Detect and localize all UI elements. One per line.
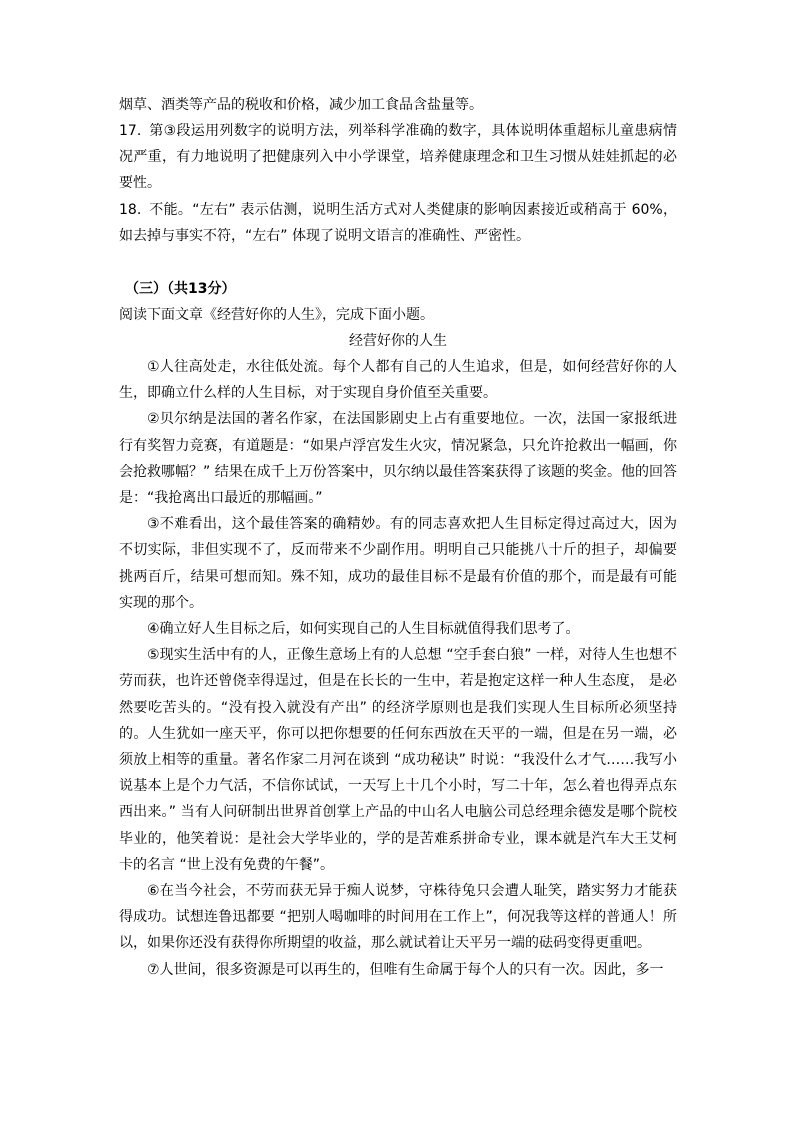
section-heading: （三）（共13分）	[125, 281, 236, 298]
article-paragraph-4: ④确立好人生目标之后，如何实现自己的人生目标就值得我们思考了。	[147, 621, 580, 638]
article-paragraph-2: ②贝尔纳是法国的著名作家，在法国影剧史上占有重要地位。一次，法国一家报纸进行有奖智力竞赛，有道题是：“如果卢浮宫发生火灾，情况紧急，只允许抢救出一幅画，你会抢救哪幅？” 结果在成千上万份答案中，贝尔纳以最佳答案获得了该题的奖金。他的回答是：“我抢离出口最近的那幅画。”	[119, 411, 677, 507]
answer-17-text: 第③段运用列数字的说明方法，列举科学准确的数字，具体说明体重超标儿童患病情况严重，有力地说明了把健康列入中小学课堂，培养健康理念和卫生习惯从娃娃抓起的必要性。	[119, 123, 677, 192]
answer-18-number: 18.	[119, 201, 142, 218]
answer-17	[119, 118, 677, 197]
answer-16-tail: 烟草、酒类等产品的税收和价格，减少加工食品含盐量等。	[119, 97, 483, 113]
answer-18	[119, 197, 677, 249]
article-paragraph-3: ③不难看出，这个最佳答案的确精妙。有的同志喜欢把人生目标定得过高过大，因为不切实际，非但实现不了，反而带来不少副作用。明明自己只能挑八十斤的担子，却偏要挑两百斤，结果可想而知。殊不知，成功的最佳目标不是最有价值的那个，而是最有可能实现的那个。	[119, 516, 677, 611]
answer-17-number: 17.	[119, 123, 142, 139]
article-paragraph-1: ①人往高处走，水往低处流。每个人都有自己的人生追求，但是，如何经营好你的人生，即确立什么样的人生目标，对于实现自身价值至关重要。	[119, 359, 677, 402]
article-title: 经营好你的人生	[349, 333, 447, 350]
document-page	[119, 92, 677, 983]
article-paragraph-5: ⑤现实生活中有的人，正像生意场上有的人总想 “空手套白狼” 一样，对待人生也想不劳而获，也许还曾侥幸得逞过，但是在长长的一生中，若是抱定这样一种人生态度， 是必然要吃苦头的。“没有投入就没有产出” 的经济学原则也是我们实现人生目标所必须坚持的。人生犹如一座天平，你可以把你想要的任何东西放在天平的一端，但是在另一端，必须放上相等的重量。著名作家二月河在谈到 “成功秘诀” 时说：“我没什么才气……我写小说基本上是个力气活，不信你试试，一天写上十几个小时，写二十年，怎么着也得弄点东西出来。” 当有人问研制出世界首创掌上产品的中山名人电脑公司总经理余德发是哪个院校毕业的，他笑着说：是社会大学毕业的，学的是苦难系拼命专业，课本就是汽车大王艾柯卡的名言 “世上没有免费的午餐”。	[119, 647, 677, 873]
section-spacer	[119, 249, 677, 276]
article-paragraph-6: ⑥在当今社会，不劳而获无异于痴人说梦，守株待兔只会遭人耻笑，踏实努力才能获得成功。试想连鲁迅都要 “把别人喝咖啡的时间用在工作上”，何况我等这样的普通人！所以，如果你还没有获得你所期望的收益，那么就试着让天平另一端的砝码变得更重吧。	[119, 883, 677, 952]
article-paragraph-7: ⑦人世间，很多资源是可以再生的，但唯有生命属于每个人的只有一次。因此，多一	[147, 961, 664, 978]
section-instruction: 阅读下面文章《经营好你的人生》，完成下面小题。	[119, 307, 434, 324]
answer-18-text: 不能。“左右” 表示估测，说明生活方式对人类健康的影响因素接近或稍高于 60%，如去掉与事实不符，“左右” 体现了说明文语言的准确性、严密性。	[119, 201, 677, 244]
